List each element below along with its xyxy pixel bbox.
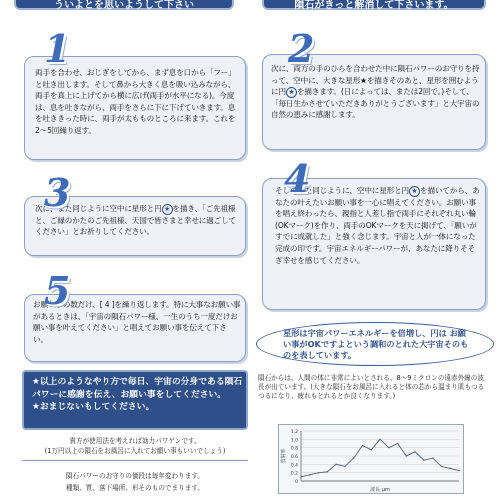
data-point	[309, 474, 310, 475]
star-circle-icon: ★	[409, 186, 420, 197]
data-point	[388, 447, 389, 448]
star-circle-icon: ★	[286, 87, 297, 98]
chart-svg	[279, 425, 465, 495]
ellipse-note-text: 星形は宇宙パワーエネルギーを倍増し、円は お願い事がOKですよという調和のとれた大宇宙そのものを表しています。	[283, 328, 469, 360]
header-right-text: 隕石がきっと解消して下さいます。	[294, 0, 454, 11]
data-point	[353, 457, 354, 458]
step-4-text-b: を描いてから、あなたの叶えたいお願い事を一心に唱えてください。お願い事を唱え終わったら、親指と人差し指で両手にそれぞれ丸い輪(OKマーク)を作り、両手のOKマークを天に掲げて、「願いがすでに成就した」と強く念じます。宇宙と人が一体になった完成の印です。宇宙エネルギーパワーが、あなたに降りそそぎ幸せを感じてください。	[275, 186, 480, 265]
step-1-box	[24, 56, 246, 160]
step-3-text-a: 次に、また同じように空中に星形と円	[35, 204, 162, 213]
header-banner-left	[14, 0, 234, 10]
y-tick-label: 1.0	[290, 438, 298, 444]
emissivity-chart	[278, 424, 464, 494]
data-point	[414, 451, 415, 452]
highlight-text	[32, 376, 244, 414]
data-point	[450, 468, 451, 469]
data-point	[379, 439, 380, 440]
header-left-text: ういよとを思いようして下さい	[54, 0, 194, 11]
step-3-number: 3	[44, 170, 71, 215]
step-2-number: 2	[288, 26, 315, 71]
y-tick-label: 0.2	[290, 471, 298, 477]
highlight-line-1: ★以上のようなやり方で毎日、宇宙の分身である隕石パワーに感謝を伝え、お願い事をしてください。	[32, 377, 243, 400]
step-2-text-b: を描きます。(日によっては、または2回で。)そして、「毎日生かさせていただきありがとうございます」と大宇宙の自然の恵みに感謝します。	[271, 87, 480, 120]
step-2-text	[271, 63, 481, 121]
step-5-text: お願い事の数だけ、[ 4 ]を繰り返します。特に大事なお願い事があるときは、「宇宙の隕石パワー様、一生のうち一度だけお願い事を叶えてください」と唱えてお願い事を伝えて下さい。	[33, 300, 241, 344]
data-point	[406, 455, 407, 456]
data-point	[327, 471, 328, 472]
step-5-number: 5	[44, 268, 71, 313]
step-3-text-b: を描き、「ご先祖様と、ご縁のかたのご先祖様、天国で皆さまと幸せに過ごしてください」とお祈りしてください。	[35, 204, 236, 237]
data-point	[300, 476, 301, 477]
y-axis-label: 放射率	[281, 448, 287, 464]
note-types: 種類、質、落下場所、形そのものでまります。	[66, 484, 204, 492]
data-point	[458, 470, 459, 471]
y-tick-label: 0	[295, 480, 298, 485]
y-tick-label: 0.8	[290, 446, 298, 452]
data-point	[423, 459, 424, 460]
step-4-number: 4	[284, 156, 311, 201]
y-tick-label: 0.6	[290, 455, 298, 460]
header-banner-right	[262, 0, 486, 10]
data-point	[441, 466, 442, 467]
highlight-box	[22, 370, 248, 430]
note-price: 隕石パワーのお守りの価段は毎年変わります。	[66, 472, 204, 480]
x-axis-label: 波長 μm	[370, 487, 390, 493]
star-circle-icon: ★	[162, 204, 173, 215]
data-point	[344, 466, 345, 467]
highlight-line-2: ★おまじないもしてください。	[32, 402, 155, 413]
y-tick-label: 0.4	[290, 463, 298, 469]
note-usage: 貴方が使用法を考えれば効力パワゲンです。	[69, 437, 201, 445]
data-point	[362, 445, 363, 446]
ellipse-note	[256, 322, 494, 366]
data-point	[371, 449, 372, 450]
y-tick-label: 1.2	[290, 430, 298, 435]
data-point	[318, 472, 319, 473]
data-point	[397, 443, 398, 444]
step-1-text: 両手を合わせ、おじぎをしてから、まず息を口から「フー」と吐き出します。そして鼻から大きく息を吸い込みながら、両手を真上に上げてから横に広げ(両手が水平になる)。今度は、息を吐きながら、両手をさらに下に下げていきます。息を吐ききった時に、両手が太もものところに来ます。これを2～5回繰り返す。	[35, 68, 236, 135]
series-line	[301, 439, 459, 477]
note-bath: (1万円以上の隕石をお風呂に入れてお願い事もいいでしょう)	[44, 447, 226, 455]
far-infrared-text: 隕石からは、人間の体に非常によいとされる、8～9ミクロンの遠赤外線の波長が出ています。(大きな隕石をお風呂に入れると体の芯から温まり肌もつるつるになり、疲れもとれるとか良くなります。)	[258, 374, 485, 400]
step-1-number: 1	[44, 26, 71, 71]
step-4-text-a: そしてまた同じように、空中に星形と円	[275, 186, 409, 195]
data-point	[335, 464, 336, 465]
step-2-text-a: 次に、両方の手のひらを合わせた中に隕石パワーのお守りを持って、空中に、大きな星形★を描きそのあと、星形を囲むように円	[271, 64, 480, 97]
divider	[22, 460, 248, 461]
data-point	[432, 457, 433, 458]
